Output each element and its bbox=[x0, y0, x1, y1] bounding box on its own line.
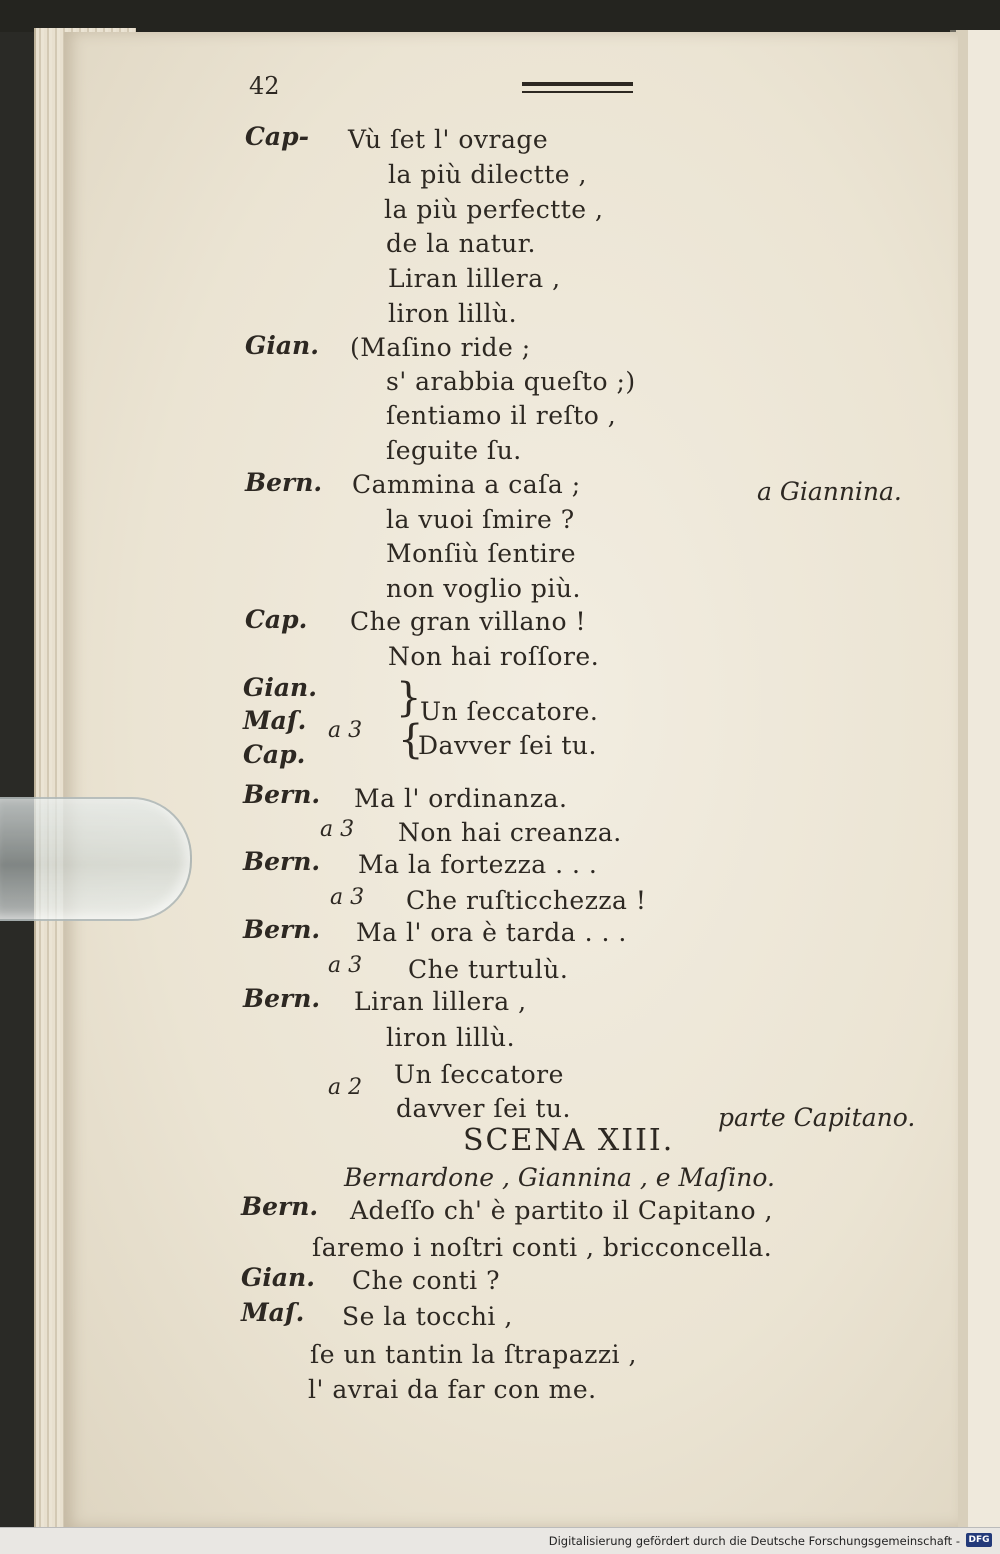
header-rule bbox=[522, 82, 633, 86]
speaker-label: Bern. bbox=[243, 847, 321, 876]
verse-line: liron lillù. bbox=[388, 299, 518, 328]
verse-line: Che ruſticchezza ! bbox=[406, 886, 647, 915]
verse-line: Non hai creanza. bbox=[398, 818, 622, 847]
ensemble-marker: a 3 bbox=[320, 817, 355, 842]
speaker-label: Maſ. bbox=[243, 706, 307, 735]
verse-line: Che turtulù. bbox=[408, 955, 569, 984]
speaker-label: Maſ. bbox=[241, 1298, 305, 1327]
verse-line: Ma l' ora è tarda . . . bbox=[356, 918, 627, 947]
verse-line: la vuoi ſmire ? bbox=[386, 505, 575, 534]
verse-line: l' avrai da far con me. bbox=[308, 1375, 597, 1404]
verse-line: ſaremo i noſtri conti , bricconcella. bbox=[312, 1233, 773, 1262]
verse-line: non voglio più. bbox=[386, 574, 581, 603]
verse-line: Liran lillera , bbox=[388, 264, 561, 293]
speaker-label: Cap- bbox=[245, 122, 309, 151]
verse-line: Se la tocchi , bbox=[342, 1302, 513, 1331]
ensemble-marker: a 3 bbox=[330, 885, 365, 910]
verse-line: Non hai roſſore. bbox=[388, 642, 600, 671]
speaker-label: Cap. bbox=[245, 605, 308, 634]
dfg-logo: DFG bbox=[966, 1533, 992, 1547]
speaker-label: Bern. bbox=[243, 915, 321, 944]
funding-credit: Digitalisierung gefördert durch die Deutsche Forschungsgemeinschaft - bbox=[548, 1534, 960, 1548]
verse-line: davver ſei tu. bbox=[396, 1094, 571, 1123]
speaker-label: Bern. bbox=[241, 1192, 319, 1221]
verse-line: Ma la fortezza . . . bbox=[358, 850, 598, 879]
brace: { bbox=[398, 717, 424, 763]
ensemble-marker: a 3 bbox=[328, 718, 363, 743]
verse-line: liron lillù. bbox=[386, 1023, 516, 1052]
verse-line: de la natur. bbox=[386, 229, 536, 258]
verse-line: Davver ſei tu. bbox=[418, 731, 597, 760]
verse-line: Ma l' ordinanza. bbox=[354, 784, 568, 813]
speaker-label: Bern. bbox=[243, 780, 321, 809]
scene-heading: SCENA XIII. bbox=[463, 1123, 675, 1158]
verse-line: Adeſſo ch' è partito il Capitano , bbox=[350, 1196, 773, 1225]
speaker-label: Cap. bbox=[243, 740, 306, 769]
ensemble-marker: a 3 bbox=[328, 953, 363, 978]
page-number: 42 bbox=[249, 72, 280, 100]
speaker-label: Gian. bbox=[243, 673, 317, 702]
ensemble-marker: a 2 bbox=[328, 1075, 363, 1100]
verse-line: Liran lillera , bbox=[354, 987, 527, 1016]
verse-line: Che gran villano ! bbox=[350, 607, 587, 636]
verse-line: Che conti ? bbox=[352, 1266, 501, 1295]
verse-line: (Maſino ride ; bbox=[350, 333, 531, 362]
verse-line: s' arabbia queſto ;) bbox=[386, 367, 636, 396]
verse-line: Cammina a caſa ; bbox=[352, 470, 581, 499]
speaker-label: Gian. bbox=[245, 331, 319, 360]
speaker-label: Bern. bbox=[243, 984, 321, 1013]
scene-characters: Bernardone , Giannina , e Maſino. bbox=[344, 1163, 775, 1192]
stage-direction: parte Capitano. bbox=[718, 1103, 916, 1132]
speaker-label: Gian. bbox=[241, 1263, 315, 1292]
page-clip bbox=[0, 797, 192, 921]
verse-line: Vù ſet l' ovrage bbox=[348, 125, 549, 154]
viewer-background bbox=[0, 0, 1000, 32]
header-rule-thin bbox=[522, 91, 633, 93]
verse-line: ſe un tantin la ſtrapazzi , bbox=[310, 1340, 637, 1369]
verse-line: la più perfectte , bbox=[384, 195, 604, 224]
verse-line: Un ſeccatore. bbox=[420, 697, 599, 726]
stage-direction: a Giannina. bbox=[757, 477, 902, 506]
verse-line: Un ſeccatore bbox=[394, 1060, 564, 1089]
verse-line: Monſiù ſentire bbox=[386, 539, 576, 568]
footer-bar bbox=[0, 1527, 1000, 1554]
verse-line: ſeguite ſu. bbox=[386, 436, 522, 465]
brace: } bbox=[396, 675, 422, 721]
verse-line: ſentiamo il reſto , bbox=[386, 401, 617, 430]
verse-line: la più dilectte , bbox=[388, 160, 587, 189]
speaker-label: Bern. bbox=[245, 468, 323, 497]
